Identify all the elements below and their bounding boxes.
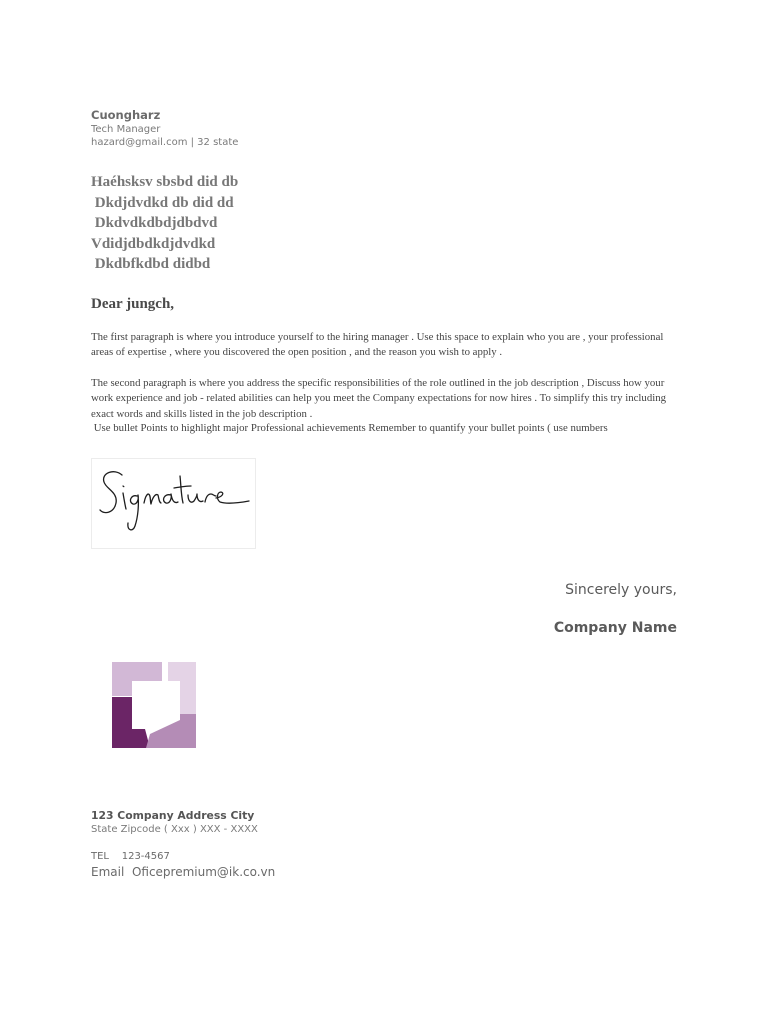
recipient-address <box>91 172 491 275</box>
recipient-line: Dkdbfkdbd didbd <box>91 256 211 272</box>
sender-title: Tech Manager <box>91 124 161 135</box>
company-address-line-2: State Zipcode ( Xxx ) XXX - XXXX <box>91 824 258 835</box>
body-bullet-line: Use bullet Points to highlight major Professional achievements Remember to quantify your bullet points ( use numbers <box>91 422 608 434</box>
closing: Sincerely yours, <box>565 582 677 598</box>
email-value: Oficepremium@ik.co.vn <box>131 865 276 879</box>
sender-name: Cuongharz <box>91 108 161 122</box>
logo-top-right-segment <box>168 662 196 714</box>
company-email <box>91 865 275 879</box>
phone-label: TEL <box>91 851 109 862</box>
logo-bottom-right-segment <box>146 714 196 748</box>
company-address-line-1: 123 Company Address City <box>91 809 255 822</box>
body-paragraph-1: The first paragraph is where you introduce yourself to the hiring manager . Use this space to explain who you are , your professional areas of expertise , where you discovered the open position , and the reason you wish to apply . <box>91 331 664 359</box>
recipient-line: Dkdjdvdkd db did dd <box>91 194 234 211</box>
signature-scribble <box>92 459 255 548</box>
signature-image <box>91 458 256 549</box>
email-label: Email <box>91 865 125 879</box>
logo-bottom-left-segment <box>112 697 150 748</box>
sender-contact: hazard@gmail.com | 32 state <box>91 137 239 148</box>
company-name: Company Name <box>553 620 677 636</box>
recipient-line: Vdidjdbdkdjdvdkd <box>91 235 216 252</box>
greeting: Dear jungch, <box>91 296 175 312</box>
company-phone <box>91 851 170 862</box>
company-logo-icon <box>112 662 196 748</box>
phone-value: 123-4567 <box>121 851 170 862</box>
recipient-line: Dkdvdkdbdjdbdvd <box>91 215 218 231</box>
logo-top-left-segment <box>112 662 162 696</box>
body-paragraph-2: The second paragraph is where you address the specific responsibilities of the role outlined in the job description , Discuss how your work experience and job - related abilities can help you meet the Company expectations for now hires . To simplify this try including exact words and skills listed in the job description . <box>91 377 667 420</box>
recipient-line: Haéhsksv sbsbd did db <box>91 174 239 190</box>
